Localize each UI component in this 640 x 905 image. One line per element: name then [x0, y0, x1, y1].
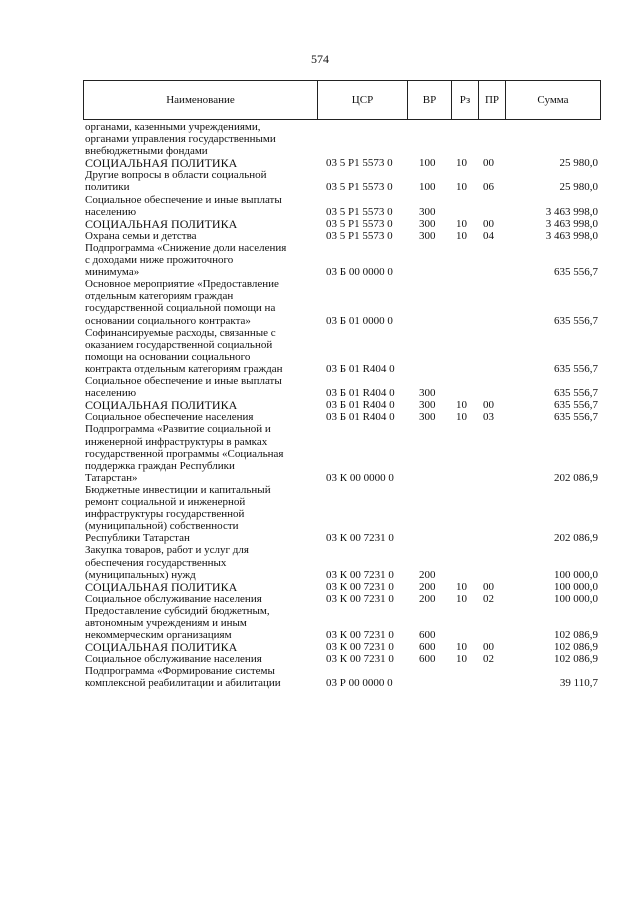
row-name-line: Основное мероприятие «Предоставление — [85, 278, 279, 291]
row-name-line: Подпрограмма «Снижение доли населения — [85, 241, 287, 254]
row-csr: 03 Б 01 R404 0 — [326, 411, 395, 424]
row-name-line: СОЦИАЛЬНАЯ ПОЛИТИКА — [85, 156, 238, 171]
row-vr: 600 — [419, 653, 436, 666]
row-name — [85, 653, 311, 665]
row-csr: 03 Р 00 0000 0 — [326, 677, 393, 690]
row-name-line: Закупка товаров, работ и услуг для — [85, 544, 249, 557]
table-row — [0, 218, 640, 230]
row-csr: 03 К 00 7231 0 — [326, 568, 394, 581]
table-row — [0, 665, 640, 689]
row-name-line: органами управления государственными — [85, 133, 276, 146]
row-name-line: некоммерческим организациям — [85, 629, 232, 642]
header-rz: Рз — [452, 81, 479, 119]
row-name — [85, 484, 311, 544]
row-name — [85, 423, 311, 483]
row-name-line: Предоставление субсидий бюджетным, — [85, 604, 270, 617]
row-csr: 03 К 00 7231 0 — [326, 580, 394, 593]
row-pr: 02 — [483, 653, 494, 666]
row-csr: 03 К 00 7231 0 — [326, 592, 394, 605]
row-csr: 03 К 00 0000 0 — [326, 471, 394, 484]
row-name-line: с доходами ниже прожиточного — [85, 254, 234, 267]
table-row — [0, 605, 640, 641]
row-vr: 200 — [419, 592, 436, 605]
row-vr: 300 — [419, 399, 436, 412]
table-row — [0, 399, 640, 411]
header-pr: ПР — [479, 81, 506, 119]
row-vr: 300 — [419, 205, 436, 218]
header-csr: ЦСР — [318, 81, 408, 119]
row-rz: 10 — [456, 399, 467, 412]
row-name-line: (муниципальных) нужд — [85, 568, 196, 581]
row-csr: 03 Б 01 R404 0 — [326, 387, 395, 400]
row-name — [85, 665, 311, 689]
row-name — [85, 230, 311, 242]
row-vr: 300 — [419, 411, 436, 424]
row-name-line: основании социального контракта» — [85, 314, 251, 327]
row-name — [85, 399, 311, 411]
row-name-line: органами, казенными учреждениями, — [85, 121, 261, 133]
row-name — [85, 544, 311, 580]
row-rz: 10 — [456, 157, 467, 170]
row-rz: 10 — [456, 592, 467, 605]
row-name — [85, 593, 311, 605]
row-pr: 03 — [483, 411, 494, 424]
row-csr: 03 5 Р1 5573 0 — [326, 229, 393, 242]
row-name-line: инфраструктуры государственной — [85, 508, 245, 521]
row-rz: 10 — [456, 229, 467, 242]
row-pr: 04 — [483, 229, 494, 242]
row-name — [85, 278, 311, 326]
row-vr: 300 — [419, 229, 436, 242]
table-row — [0, 593, 640, 605]
row-vr: 200 — [419, 568, 436, 581]
row-name-line: Социальное обеспечение и иные выплаты — [85, 375, 282, 388]
row-name-line: Татарстан» — [85, 471, 138, 484]
row-sum: 102 086,9 — [554, 641, 598, 654]
row-name-line: населению — [85, 387, 137, 400]
row-vr: 200 — [419, 580, 436, 593]
table-header — [83, 80, 601, 120]
row-pr: 02 — [483, 592, 494, 605]
row-name-line: Республики Татарстан — [85, 532, 190, 545]
row-name — [85, 169, 311, 193]
row-name-line: инженерной инфраструктуры в рамках — [85, 435, 268, 448]
table-row — [0, 230, 640, 242]
row-name — [85, 121, 311, 157]
row-name — [85, 157, 311, 169]
row-sum: 25 980,0 — [559, 157, 598, 170]
row-sum: 635 556,7 — [554, 387, 598, 400]
table-row — [0, 157, 640, 169]
table-row — [0, 121, 640, 157]
row-name-line: СОЦИАЛЬНАЯ ПОЛИТИКА — [85, 640, 238, 655]
row-pr: 00 — [483, 399, 494, 412]
row-vr: 300 — [419, 387, 436, 400]
row-name-line: оказанием государственной социальной — [85, 338, 273, 351]
table-row — [0, 484, 640, 545]
row-csr: 03 К 00 7231 0 — [326, 532, 394, 545]
row-rz: 10 — [456, 217, 467, 230]
row-name-line: внебюджетными фондами — [85, 145, 208, 158]
header-sum: Сумма — [537, 94, 569, 106]
row-name-line: отдельным категориям граждан — [85, 290, 234, 303]
table-body — [0, 121, 640, 690]
row-pr: 00 — [483, 157, 494, 170]
row-name-line: Бюджетные инвестиции и капитальный — [85, 483, 271, 496]
row-name-line: ремонт социальной и инженерной — [85, 496, 246, 508]
row-name-line: Другие вопросы в области социальной — [85, 169, 267, 182]
row-sum: 202 086,9 — [554, 532, 598, 545]
row-csr: 03 Б 01 R404 0 — [326, 399, 395, 412]
row-pr: 06 — [483, 181, 494, 194]
row-name-line: Охрана семьи и детства — [85, 229, 197, 242]
row-sum: 100 000,0 — [554, 592, 598, 605]
row-name-line: Социальное обеспечение и иные выплаты — [85, 193, 282, 206]
row-sum: 635 556,7 — [554, 314, 598, 327]
row-vr: 100 — [419, 181, 436, 194]
table-row — [0, 169, 640, 193]
row-name — [85, 581, 311, 593]
row-name-line: Подпрограмма «Развитие социальной и — [85, 423, 271, 436]
row-name-line: поддержка граждан Республики — [85, 459, 235, 472]
row-name-line: помощи на основании социального — [85, 350, 251, 363]
row-name — [85, 605, 311, 641]
row-sum: 102 086,9 — [554, 629, 598, 642]
row-name-line: автономным учреждениям и иным — [85, 616, 247, 629]
row-rz: 10 — [456, 181, 467, 194]
row-name — [85, 375, 311, 399]
row-sum: 635 556,7 — [554, 362, 598, 375]
row-sum: 3 463 998,0 — [545, 205, 598, 218]
row-name — [85, 218, 311, 230]
row-name-line: комплексной реабилитации и абилитации — [85, 677, 281, 690]
row-name — [85, 242, 311, 278]
table-row — [0, 544, 640, 580]
row-name-line: Софинансируемые расходы, связанные с — [85, 326, 276, 339]
row-sum: 25 980,0 — [559, 181, 598, 194]
row-rz: 10 — [456, 580, 467, 593]
row-name-line: Социальное обслуживание населения — [85, 653, 262, 666]
table-row — [0, 653, 640, 665]
table-row — [0, 581, 640, 593]
row-vr: 600 — [419, 629, 436, 642]
row-name-line: СОЦИАЛЬНАЯ ПОЛИТИКА — [85, 398, 238, 413]
row-csr: 03 5 Р1 5573 0 — [326, 205, 393, 218]
row-pr: 00 — [483, 580, 494, 593]
row-rz: 10 — [456, 641, 467, 654]
row-rz: 10 — [456, 653, 467, 666]
row-sum: 635 556,7 — [554, 399, 598, 412]
row-vr: 100 — [419, 157, 436, 170]
row-sum: 39 110,7 — [559, 677, 598, 690]
row-name-line: Социальное обслуживание населения — [85, 592, 262, 605]
row-sum: 100 000,0 — [554, 568, 598, 581]
page-number: 574 — [311, 52, 329, 66]
header-name: Наименование — [84, 81, 318, 119]
row-sum: 100 000,0 — [554, 580, 598, 593]
row-name — [85, 411, 311, 423]
row-name-line: контракта отдельным категориям граждан — [85, 362, 283, 375]
row-name — [85, 194, 311, 218]
row-name-line: государственной программы «Социальная — [85, 447, 284, 460]
row-name-line: СОЦИАЛЬНАЯ ПОЛИТИКА — [85, 579, 238, 594]
row-sum: 3 463 998,0 — [545, 229, 598, 242]
row-vr: 300 — [419, 217, 436, 230]
row-sum: 202 086,9 — [554, 471, 598, 484]
row-name — [85, 641, 311, 653]
row-csr: 03 5 Р1 5573 0 — [326, 181, 393, 194]
table-row — [0, 375, 640, 399]
row-sum: 635 556,7 — [554, 411, 598, 424]
table-row — [0, 327, 640, 375]
table-row — [0, 411, 640, 423]
row-name-line: политики — [85, 181, 130, 194]
row-csr: 03 Б 01 0000 0 — [326, 314, 393, 327]
row-csr: 03 Б 00 0000 0 — [326, 266, 393, 279]
row-name-line: обеспечения государственных — [85, 556, 227, 569]
row-sum: 635 556,7 — [554, 266, 598, 279]
row-name-line: Подпрограмма «Формирование системы — [85, 665, 275, 678]
table-row — [0, 242, 640, 278]
row-csr: 03 К 00 7231 0 — [326, 653, 394, 666]
row-pr: 00 — [483, 217, 494, 230]
row-rz: 10 — [456, 411, 467, 424]
row-name-line: Социальное обеспечение населения — [85, 411, 254, 424]
row-vr: 600 — [419, 641, 436, 654]
row-sum: 102 086,9 — [554, 653, 598, 666]
table-row — [0, 423, 640, 484]
table-row — [0, 278, 640, 326]
row-name-line: государственной социальной помощи на — [85, 302, 276, 315]
row-sum: 3 463 998,0 — [545, 217, 598, 230]
row-csr: 03 К 00 7231 0 — [326, 641, 394, 654]
table-row — [0, 641, 640, 653]
row-name-line: СОЦИАЛЬНАЯ ПОЛИТИКА — [85, 216, 238, 231]
table-row — [0, 194, 640, 218]
row-csr: 03 К 00 7231 0 — [326, 629, 394, 642]
row-csr: 03 5 Р1 5573 0 — [326, 217, 393, 230]
row-name-line: минимума» — [85, 266, 140, 279]
row-pr: 00 — [483, 641, 494, 654]
row-name-line: населению — [85, 205, 137, 218]
row-name — [85, 327, 311, 375]
row-csr: 03 Б 01 R404 0 — [326, 362, 395, 375]
row-name-line: (муниципальной) собственности — [85, 520, 239, 533]
header-vr: ВР — [408, 81, 452, 119]
row-csr: 03 5 Р1 5573 0 — [326, 157, 393, 170]
